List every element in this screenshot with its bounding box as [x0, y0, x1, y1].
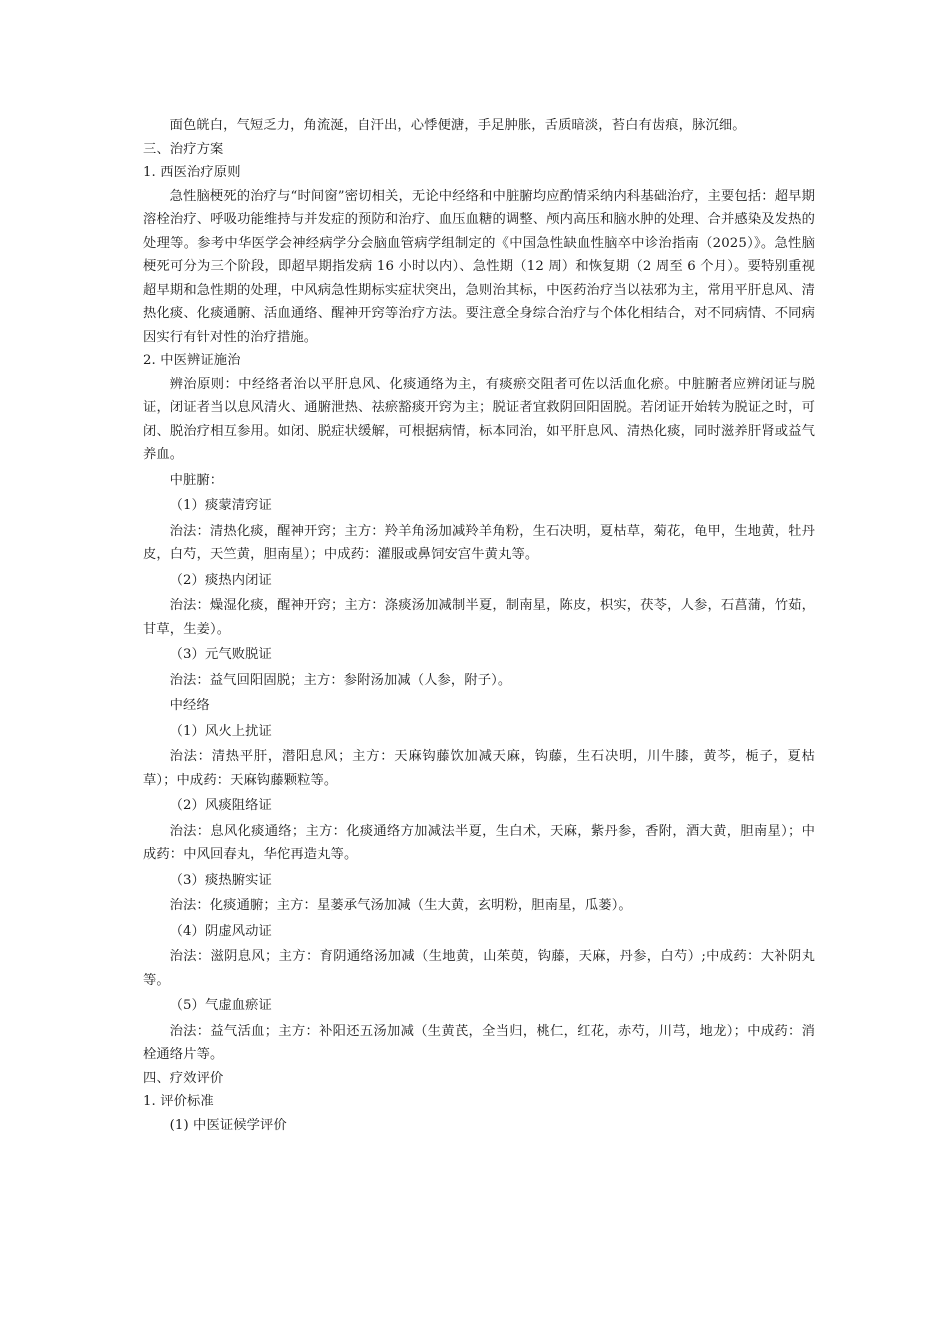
- syndrome-heading: （3）痰热腑实证: [169, 872, 272, 888]
- paragraph: 治法：滋阴息风；主方：育阴通络汤加减（生地黄，山茱萸，钩藤，天麻，丹参，白芍）;中成药：大补阴丸等。: [143, 949, 815, 988]
- syndrome-heading: （2）痰热内闭证: [169, 572, 272, 588]
- paragraph: 急性脑梗死的治疗与“时间窗”密切相关，无论中经络和中脏腑均应酌情采纳内科基础治疗，主要包括：超早期溶栓治疗、呼吸功能维持与并发症的预防和治疗、血压血糖的调整、颅内高压和脑水肿的处理、合并感染及发热的处理等。参考中华医学会神经病学分会脑血管病学组制定的《中国急性缺血性脑卒中诊治指南（2025）》。急性脑梗死可分为三个阶段，即超早期指发病 16 小时以内）、急性期（12 周）和恢复期（2 周至 6 个月）。要特别重视超早期和急性期的处理，中风病急性期标实症状突出，急则治其标，中医药治疗当以祛邪为主，常用平肝息风、清热化痰、化痰通腑、活血通络、醒神开窍等治疗方法。要注意全身综合治疗与个体化相结合，对不同病情、不同病因实行有针对性的治疗措施。: [143, 188, 815, 345]
- paragraph: 治法：清热平肝，潜阳息风；主方：天麻钩藤饮加减天麻，钩藤，生石决明，川牛膝，黄芩，栀子，夏枯草）；中成药：天麻钩藤颗粒等。: [143, 749, 815, 788]
- syndrome-heading: （2）风痰阻络证: [169, 798, 272, 813]
- paragraph: 治法：清热化痰，醒神开窍；主方：羚羊角汤加减羚羊角粉，生石决明，夏枯草，菊花，龟甲，生地黄，牡丹皮，白芍，天竺黄，胆南星）；中成药：灌服或鼻饲安宫牛黄丸等。: [143, 523, 815, 562]
- syndrome-heading: （5）气虚血瘀证: [169, 998, 272, 1013]
- syndrome-heading: （4）阴虚风动证: [169, 923, 272, 939]
- subsection-heading: 1. 评价标准: [143, 1094, 214, 1109]
- document-body: [143, 114, 815, 1137]
- item-heading: (1) 中医证候学评价: [169, 1117, 287, 1133]
- subsection-heading: 1. 西医治疗原则: [143, 165, 241, 180]
- section-heading: 三、治疗方案: [143, 141, 224, 157]
- category-label: 中脏腑：: [169, 472, 224, 488]
- subsection-heading: 2. 中医辨证施治: [143, 353, 241, 368]
- syndrome-heading: （3）元气败脱证: [169, 647, 272, 662]
- syndrome-heading: （1）风火上扰证: [169, 723, 272, 739]
- paragraph: 治法：益气活血；主方：补阳还五汤加减（生黄芪，全当归，桃仁，红花，赤芍，川芎，地龙）；中成药：消栓通络片等。: [143, 1023, 815, 1062]
- paragraph: 面色㿠白，气短乏力，角流涎，自汗出，心悸便溏，手足肿胀，舌质暗淡，苔白有齿痕，脉沉细。: [169, 118, 746, 133]
- paragraph: 辨治原则：中经络者治以平肝息风、化痰通络为主，有痰瘀交阻者可佐以活血化瘀。中脏腑者应辨闭证与脱证，闭证者当以息风清火、通腑泄热、祛瘀豁痰开窍为主；脱证者宜救阴回阳固脱。若闭证开始转为脱证之时，可闭、脱治疗相互参用。如闭、脱症状缓解，可根据病情，标本同治，如平肝息风、清热化痰，同时滋养肝肾或益气养血。: [143, 376, 815, 462]
- paragraph: 治法：化痰通腑；主方：星蒌承气汤加减（生大黄，玄明粉，胆南星，瓜蒌）。: [169, 898, 632, 913]
- section-heading: 四、疗效评价: [143, 1070, 224, 1086]
- paragraph: 治法：益气回阳固脱；主方：参附汤加减（人参，附子）。: [169, 672, 512, 688]
- syndrome-heading: （1）痰蒙清窍证: [169, 498, 272, 513]
- paragraph: 治法：燥湿化痰，醒神开窍；主方：涤痰汤加减制半夏，制南星，陈皮，枳实，茯苓，人参，石菖蒲，竹茹，甘草，生姜）。: [143, 598, 815, 637]
- category-label: 中经络: [169, 698, 210, 713]
- paragraph: 治法：息风化痰通络；主方：化痰通络方加减法半夏，生白术，天麻，紫丹参，香附，酒大黄，胆南星）；中成药：中风回春丸，华佗再造丸等。: [143, 823, 815, 862]
